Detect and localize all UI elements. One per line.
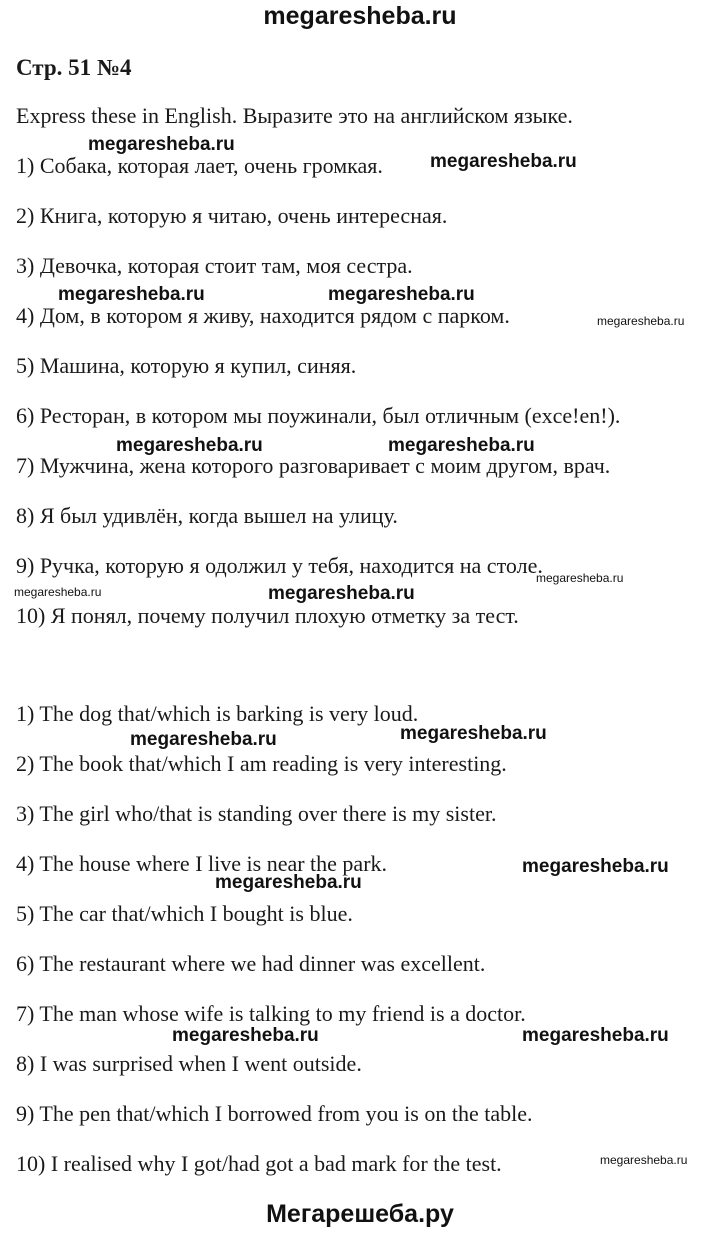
- russian-sentence-7: 7) Мужчина, жена которого разговаривает с моим другом, врач.: [16, 453, 611, 478]
- english-answer-2: 2) The book that/which I am reading is very interesting.: [16, 751, 507, 776]
- english-answer-4: 4) The house where I live is near the park.: [16, 851, 388, 876]
- english-answer-7: 7) The man whose wife is talking to my friend is a doctor.: [16, 1001, 526, 1026]
- english-answer-6: 6) The restaurant where we had dinner was excellent.: [16, 951, 486, 976]
- watermark: megaresheba.ru: [522, 1025, 669, 1046]
- watermark: megaresheba.ru: [14, 585, 102, 599]
- russian-sentence-5: 5) Машина, которую я купил, синяя.: [16, 353, 357, 378]
- watermark: megaresheba.ru: [130, 729, 277, 750]
- russian-sentence-9: 9) Ручка, которую я одолжил у тебя, находится на столе.: [16, 553, 543, 578]
- watermark: megaresheba.ru: [172, 1025, 319, 1046]
- russian-sentence-4: 4) Дом, в котором я живу, находится рядом с парком.: [16, 303, 510, 328]
- watermark: megaresheba.ru: [215, 872, 362, 893]
- watermark: megaresheba.ru: [597, 314, 685, 328]
- watermark: megaresheba.ru: [400, 723, 547, 744]
- english-answer-1: 1) The dog that/which is barking is very loud.: [16, 701, 419, 726]
- english-answer-10: 10) I realised why I got/had got a bad mark for the test.: [16, 1151, 502, 1176]
- watermark: megaresheba.ru: [268, 583, 415, 604]
- russian-sentence-8: 8) Я был удивлён, когда вышел на улицу.: [16, 503, 398, 528]
- russian-sentence-6: 6) Ресторан, в котором мы поужинали, был отличным (exce!en!).: [16, 403, 621, 428]
- watermark: megaresheba.ru: [600, 1153, 688, 1167]
- watermark: megaresheba.ru: [328, 284, 475, 305]
- footer-site-title: Мегарешеба.ру: [266, 1200, 454, 1228]
- watermark: megaresheba.ru: [116, 435, 263, 456]
- russian-sentence-2: 2) Книга, которую я читаю, очень интересная.: [16, 203, 448, 228]
- watermark: megaresheba.ru: [88, 134, 235, 155]
- page-reference: Стр. 51 №4: [16, 55, 132, 80]
- watermark: megaresheba.ru: [522, 856, 669, 877]
- english-answer-5: 5) The car that/which I bought is blue.: [16, 901, 353, 926]
- header-site-title: megaresheba.ru: [263, 2, 457, 30]
- watermark: megaresheba.ru: [430, 151, 577, 172]
- english-answer-9: 9) The pen that/which I borrowed from you is on the table.: [16, 1101, 533, 1126]
- watermark: megaresheba.ru: [388, 435, 535, 456]
- russian-sentence-1: 1) Собака, которая лает, очень громкая.: [16, 153, 383, 178]
- exercise-instruction: Express these in English. Выразите это на английском языке.: [16, 103, 573, 128]
- watermark: megaresheba.ru: [58, 284, 205, 305]
- russian-sentence-10: 10) Я понял, почему получил плохую отметку за тест.: [16, 603, 519, 628]
- watermark: megaresheba.ru: [536, 571, 624, 585]
- english-answer-8: 8) I was surprised when I went outside.: [16, 1051, 362, 1076]
- russian-sentence-3: 3) Девочка, которая стоит там, моя сестра.: [16, 253, 413, 278]
- english-answer-3: 3) The girl who/that is standing over there is my sister.: [16, 801, 497, 826]
